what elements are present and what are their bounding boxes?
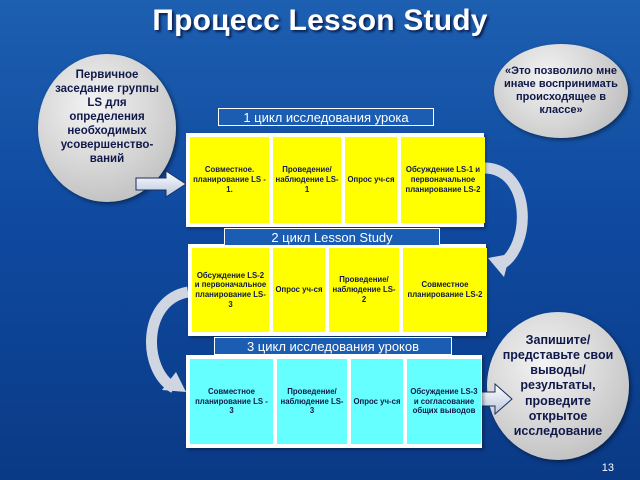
cycle1-label: 1 цикл исследования урока	[218, 108, 434, 126]
cycle1-frame	[186, 133, 484, 227]
cycle1-step2: Проведение/ наблюдение LS-1	[273, 137, 341, 223]
cycle2-step4: Совместное планирование LS-2	[403, 248, 487, 332]
conclusions-text: Запишите/ представьте свои выводы/результаты, проведите открытое исследование	[502, 332, 614, 439]
cycle2-step3: Проведение/ наблюдение LS-2	[329, 248, 399, 332]
cycle2-step2: Опрос уч-ся	[273, 248, 325, 332]
quote-text: «Это позволило мне иначе воспринимать происходящее в классе»	[504, 64, 618, 117]
cycle2-label: 2 цикл Lesson Study	[224, 228, 440, 246]
initial-meeting-text: Первичное заседание группы LS для определения необходимых усовершенство-ваний	[55, 69, 159, 166]
page-number: 13	[601, 462, 614, 474]
cycle3-frame	[186, 355, 482, 448]
curved-arrow-2-to-3-icon	[152, 292, 188, 388]
cycle2-frame	[188, 244, 486, 336]
cycle3-label: 3 цикл исследования уроков	[214, 337, 452, 355]
cycle3-step3: Опрос уч-ся	[351, 359, 403, 444]
cycle1-step1: Совместное. планирование LS - 1.	[190, 137, 269, 223]
curved-arrow-1-to-2-icon	[484, 168, 522, 265]
cycle1-step3: Опрос уч-ся	[345, 137, 397, 223]
arrow-into-cycle1-icon	[136, 171, 186, 197]
slide-title: Процесс Lesson Study	[152, 4, 488, 37]
cycle1-step4: Обсуждение LS-1 и первоначальное планирование LS-2	[401, 137, 485, 223]
cycle3-step4: Обсуждение LS-3 и согласование общих выводов	[407, 359, 481, 444]
cycle2-step1: Обсуждение LS-2 и первоначальное планирование LS-3	[192, 248, 269, 332]
cycle3-step1: Совместное планирование LS - 3	[190, 359, 273, 444]
cycle3-step2: Проведение/ наблюдение LS-3	[277, 359, 347, 444]
